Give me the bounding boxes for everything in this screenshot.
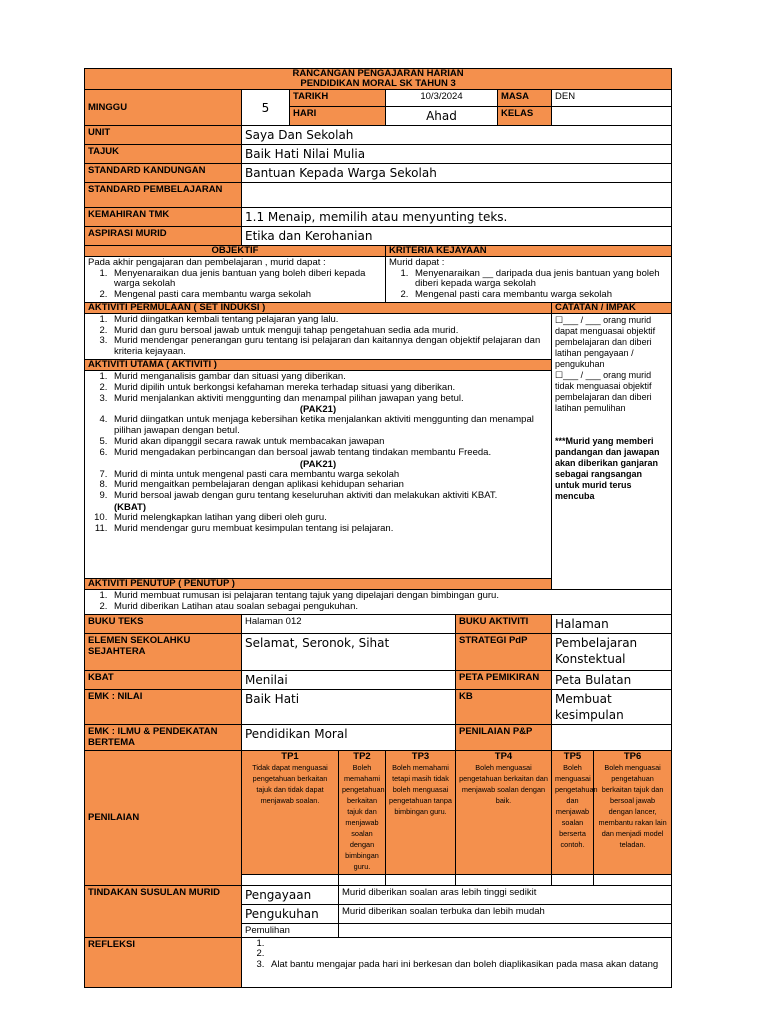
- title-line: RANCANGAN PENGAJARAN HARIAN: [292, 68, 464, 79]
- tarikh-value: 10/3/2024: [386, 90, 498, 107]
- sp-label: STANDARD PEMBELAJARAN: [85, 183, 242, 208]
- buku-aktiviti-value: Halaman: [552, 614, 672, 633]
- utama-body: [85, 371, 552, 579]
- emk-ilmu-value: Pendidikan Moral: [242, 724, 456, 750]
- catatan-text-1: ☐___ / ___ orang murid dapat menguasai objektif pembelajaran dan diberi latihan pengayaan / pengukuhan: [555, 314, 656, 369]
- objektif-intro: Pada akhir pengajaran dan pembelajaran , murid dapat :: [88, 257, 326, 268]
- penilaian-pnp-label: PENILAIAN P&P: [456, 724, 552, 750]
- objektif-list: [88, 269, 382, 301]
- pengukuhan-desc: Murid diberikan soalan terbuka dan lebih mudah: [339, 904, 672, 923]
- hari-value: Ahad: [386, 107, 498, 126]
- hari-label: HARI: [290, 107, 386, 126]
- list-item: 1. Murid membuat rumusan isi pelajaran tentang tajuk yang dipelajari dengan bimbingan guru.: [110, 591, 668, 602]
- catatan-body: [552, 313, 672, 589]
- unit-value: Saya Dan Sekolah: [242, 126, 672, 145]
- tmk-value: 1.1 Menaip, memilih atau menyunting teks.: [242, 208, 672, 227]
- refleksi-label: REFLEKSI: [85, 937, 242, 987]
- pak21-label: (PAK21): [299, 404, 337, 416]
- list-item: 5. Murid akan dipanggil secara rawak untuk membacakan jawapan: [110, 437, 548, 448]
- list-item: 7. Murid di minta untuk mengenal pasti cara membantu warga sekolah: [110, 470, 548, 481]
- tp-description: Boleh menguasai pengetahuan dan menjawab soalan berserta contoh.: [555, 762, 598, 849]
- catatan-header: CATATAN / IMPAK: [552, 302, 672, 313]
- tp2-cell: [339, 750, 386, 874]
- kb-value: Membuat kesimpulan: [552, 689, 672, 724]
- refleksi-list: [245, 939, 668, 971]
- tp-blank: [242, 874, 339, 885]
- pengukuhan-label: Pengukuhan: [242, 904, 339, 923]
- list-item: 2. Murid diberikan Latihan atau soalan sebagai pengukuhan.: [110, 602, 668, 613]
- utama-list: [88, 372, 548, 404]
- strategi-value: [552, 633, 672, 670]
- utama-list: [88, 470, 548, 502]
- minggu-value: 5: [242, 90, 290, 126]
- tp-blank: [552, 874, 594, 885]
- catatan-text-3: ***Murid yang memberi pandangan dan jawapan akan diberikan ganjaran sebagai rangsangan untuk murid terus mencuba: [555, 435, 660, 501]
- masa-value: DEN: [552, 90, 672, 107]
- strategi-line-2: Konstektual: [555, 651, 626, 666]
- penutup-body: [85, 590, 672, 615]
- kbat-value: Menilai: [242, 670, 456, 689]
- kelas-label: KELAS: [498, 107, 552, 126]
- utama-header: AKTIVITI UTAMA ( AKTIVITI ): [85, 360, 552, 371]
- emk-nilai-value: Baik Hati: [242, 689, 456, 724]
- peta-label: PETA PEMIKIRAN: [456, 670, 552, 689]
- refleksi-body: [242, 937, 672, 987]
- emk-ilmu-label: EMK : ILMU & PENDEKATAN BERTEMA: [85, 724, 242, 750]
- tp-level: TP2: [353, 750, 371, 762]
- kelas-value: [552, 107, 672, 126]
- penutup-header: AKTIVITI PENUTUP ( PENUTUP ): [85, 579, 552, 590]
- penilaian-label: PENILAIAN: [85, 750, 242, 885]
- buku-teks-value: Halaman 012: [242, 614, 456, 633]
- emk-nilai-label: EMK : NILAI: [85, 689, 242, 724]
- pak21-label: (PAK21): [299, 458, 337, 470]
- pengayaan-label: Pengayaan: [242, 885, 339, 904]
- list-item: 3. Murid menjalankan aktiviti menggunting dan menampal pilihan jawapan yang betul.: [110, 394, 548, 405]
- list-item: 11. Murid mendengar guru membuat kesimpulan tentang isi pelajaran.: [110, 524, 548, 535]
- list-item: 6. Murid mengadakan perbincangan dan bersoal jawab tentang tindakan membantu Freeda.: [110, 448, 548, 459]
- tp-description: Boleh memahami pengetahuan berkaitan tajuk dan menjawab soalan dengan bimbingan guru.: [342, 762, 385, 871]
- tp-level: TP4: [494, 750, 513, 762]
- list-item: 2. Mengenal pasti cara membantu warga sekolah: [110, 290, 382, 301]
- list-item: 2. Mengenal pasti cara membantu warga sekolah: [411, 290, 668, 301]
- tp3-cell: [386, 750, 456, 874]
- list-item: 1. Murid diingatkan kembali tentang pelajaran yang lalu.: [110, 315, 548, 326]
- kbat-row-label: KBAT: [85, 670, 242, 689]
- buku-teks-label: BUKU TEKS: [85, 614, 242, 633]
- tp6-cell: [594, 750, 672, 874]
- list-item: 1. Murid menganalisis gambar dan situasi yang diberikan.: [110, 372, 548, 383]
- objektif-header: OBJEKTIF: [85, 246, 386, 257]
- kbat-label: (KBAT): [114, 502, 147, 514]
- minggu-label: MINGGU: [85, 90, 242, 126]
- penutup-list: [88, 591, 668, 613]
- sk-value: Bantuan Kepada Warga Sekolah: [242, 164, 672, 183]
- lesson-plan-table: [84, 68, 672, 988]
- susulan-label: TINDAKAN SUSULAN MURID: [85, 885, 242, 937]
- utama-list: [88, 513, 548, 535]
- strategi-line-1: Pembelajaran: [555, 635, 638, 650]
- sk-label: STANDARD KANDUNGAN: [85, 164, 242, 183]
- tp-blank: [456, 874, 552, 885]
- kriteria-body: [386, 257, 672, 303]
- pengayaan-desc: Murid diberikan soalan aras lebih tinggi sedikit: [339, 885, 672, 904]
- tp-level: TP5: [563, 750, 582, 762]
- kriteria-header: KRITERIA KEJAYAAN: [386, 246, 672, 257]
- kb-label: KB: [456, 689, 552, 724]
- tp5-cell: [552, 750, 598, 874]
- tmk-label: KEMAHIRAN TMK: [85, 208, 242, 227]
- aspirasi-label: ASPIRASI MURID: [85, 227, 242, 246]
- tajuk-value: Baik Hati Nilai Mulia: [242, 145, 672, 164]
- tajuk-label: TAJUK: [85, 145, 242, 164]
- pemulihan-desc: [339, 923, 672, 937]
- kriteria-list: [389, 269, 668, 301]
- tp4-cell: [456, 750, 552, 874]
- elemen-value: Selamat, Seronok, Sihat: [242, 633, 456, 670]
- list-item: 9. Murid bersoal jawab dengan guru tentang keseluruhan aktiviti dan melakukan aktiviti KBAT.: [110, 491, 548, 502]
- tp-blank: [339, 874, 386, 885]
- catatan-text-2: ☐___ / ___ orang murid tidak menguasai objektif pembelajaran dan diberi latihan pemulihan: [555, 369, 652, 413]
- plan-title: [85, 69, 672, 90]
- list-item: 10. Murid melengkapkan latihan yang diberi oleh guru.: [110, 513, 548, 524]
- list-item: 3. Murid mendengar penerangan guru tentang isi pelajaran dan kaitannya dengan objektif pelajaran dan kriteria kejayaan.: [110, 336, 548, 358]
- tarikh-label: TARIKH: [290, 90, 386, 107]
- list-item: 3. Alat bantu mengajar pada hari ini berkesan dan boleh diaplikasikan pada masa akan datang: [267, 960, 668, 971]
- buku-aktiviti-label: BUKU AKTIVITI: [456, 614, 552, 633]
- list-item: [267, 939, 668, 950]
- tp-level: TP3: [411, 750, 430, 762]
- list-item: 2. Murid dan guru bersoal jawab untuk menguji tahap pengetahuan sedia ada murid.: [110, 326, 548, 337]
- permulaan-header: AKTIVITI PERMULAAN ( SET INDUKSI ): [85, 302, 552, 313]
- aspirasi-value: Etika dan Kerohanian: [242, 227, 672, 246]
- permulaan-list: [88, 315, 548, 358]
- objektif-body: [85, 257, 386, 303]
- list-item: 2. Murid dipilih untuk berkongsi kefahaman mereka terhadap situasi yang diberikan.: [110, 383, 548, 394]
- tp-level: TP6: [623, 750, 642, 762]
- subtitle-line: PENDIDIKAN MORAL SK TAHUN 3: [300, 78, 456, 89]
- list-item: 1. Menyenaraikan __ daripada dua jenis bantuan yang boleh diberi kepada warga sekolah: [411, 269, 668, 291]
- utama-list: [88, 415, 548, 458]
- list-item: 4. Murid diingatkan untuk menjaga kebersihan ketika menjalankan aktiviti menggunting dan menampal pilihan jawapan dengan betul.: [110, 415, 548, 437]
- peta-value: Peta Bulatan: [552, 670, 672, 689]
- strategi-label: STRATEGI PdP: [456, 633, 552, 670]
- kriteria-intro: Murid dapat :: [389, 257, 445, 268]
- tp-description: Tidak dapat menguasai pengetahuan berkaitan tajuk dan tidak dapat menjawab soalan.: [252, 762, 328, 805]
- tp-blank: [594, 874, 672, 885]
- list-item: 1. Menyenaraikan dua jenis bantuan yang boleh diberi kepada warga sekolah: [110, 269, 382, 291]
- tp-blank: [386, 874, 456, 885]
- pemulihan-label: Pemulihan: [242, 923, 339, 937]
- elemen-label: ELEMEN SEKOLAHKU SEJAHTERA: [85, 633, 242, 670]
- tp-description: Boleh menguasai pengetahuan berkaitan dan menjawab soalan dengan baik.: [459, 762, 548, 805]
- list-item: 8. Murid mengaitkan pembelajaran dengan aplikasi kehidupan seharian: [110, 480, 548, 491]
- tp-description: Boleh memahami tetapi masih tidak boleh menguasai pengetahuan tanpa bimbingan guru.: [389, 762, 452, 816]
- unit-label: UNIT: [85, 126, 242, 145]
- penilaian-pnp-value: [552, 724, 672, 750]
- permulaan-body: [85, 313, 552, 359]
- tp1-cell: [242, 750, 339, 874]
- masa-label: MASA: [498, 90, 552, 107]
- tp-description: Boleh menguasai pengetahuan berkaitan tajuk dan bersoal jawab dengan lancer, membantu rakan lain dan menjadi model teladan.: [598, 762, 667, 849]
- tp-level: TP1: [281, 750, 299, 762]
- sp-value: [242, 183, 672, 208]
